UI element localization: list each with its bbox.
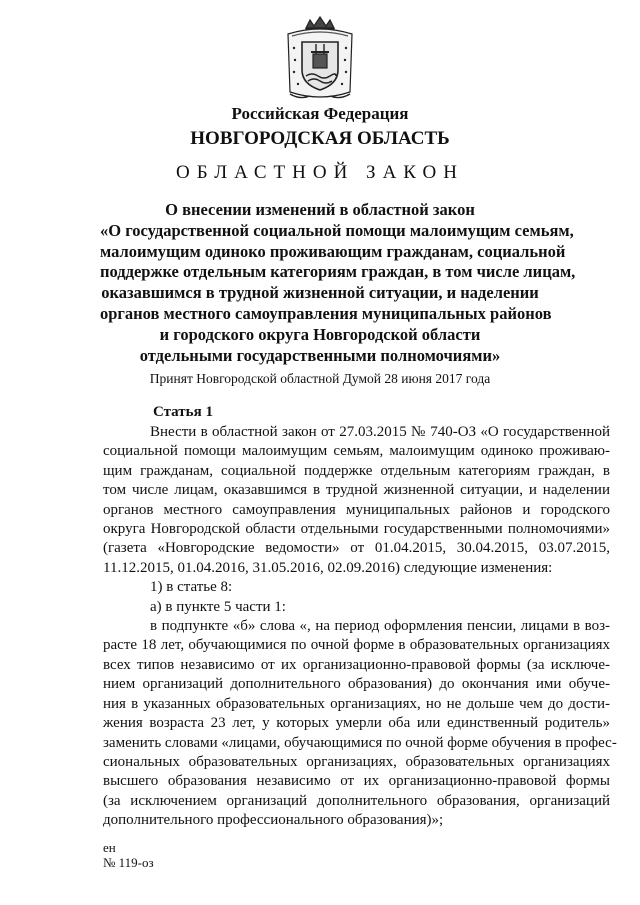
adoption-note: Принят Новгородской областной Думой 28 июня 2017 года (149, 371, 491, 386)
body-line: том числе лицам, оказавшимся в трудной жизненной ситуации, и наделении (103, 482, 610, 499)
initials: ен (103, 840, 116, 855)
body-line: заменить словами «лицами, обучающимися по очной форме обучения в профес- (103, 734, 617, 751)
title-line: поддержке отдельным категориям граждан, в том числе лицам, (100, 262, 576, 282)
document-code (103, 840, 154, 870)
body-line: всех типов независимо от их организационно-правовой формы (за исключе- (103, 656, 610, 673)
document-type-heading: ОБЛАСТНОЙ ЗАКОН (176, 162, 464, 183)
article-body (103, 423, 617, 831)
coat-of-arms-emblem (280, 14, 360, 102)
body-line: расте 18 лет, обучающимися по очной форме в образовательных организациях (103, 637, 610, 654)
title-line: О внесении изменений в областной закон (165, 200, 475, 219)
law-number: № 119-оз (103, 855, 154, 870)
body-line: дополнительного профессионального образования)»; (103, 812, 444, 829)
body-line: нием организаций дополнительного образования) до окончания ими обуче- (103, 676, 610, 693)
body-line: сиональных образовательных организациях, образовательных организациях (103, 753, 610, 770)
body-line: 11.12.2015, 01.04.2016, 31.05.2016, 02.09.2016) следующие изменения: (103, 559, 553, 576)
body-line: социальной помощи малоимущим семьям, малоимущим одиноко проживаю- (103, 443, 610, 460)
body-line: в подпункте «б» слова «, на период оформления пенсии, лицами в воз- (150, 618, 610, 635)
country-heading: Российская Федерация (231, 104, 409, 123)
body-line: а) в пункте 5 части 1: (150, 598, 286, 615)
law-title (100, 200, 576, 366)
title-line: оказавшимся в трудной жизненной ситуации, и наделении (101, 283, 539, 303)
body-line: высшего образования независимо от их организационно-правовой формы (103, 773, 610, 790)
body-line: щим гражданам, социальной поддержке отдельным категориям граждан, в (103, 462, 610, 479)
body-line: (за исключением организаций дополнительного образования, организаций (103, 792, 610, 809)
title-line: и городского округа Новгородской области (159, 324, 481, 344)
body-line: (газета «Новгородские ведомости» от 01.04.2015, 30.04.2015, 03.07.2015, (103, 540, 610, 557)
body-line: 1) в статье 8: (150, 579, 233, 596)
region-heading: НОВГОРОДСКАЯ ОБЛАСТЬ (190, 128, 450, 149)
body-line: ния в указанных образовательных организациях, но не дольше чем до дости- (103, 695, 610, 712)
body-line: жения возраста 23 лет, у которых умерли оба или единственный родитель» (103, 715, 610, 732)
title-line: малоимущим одиноко проживающим гражданам, социальной (100, 241, 566, 261)
body-line: Внести в областной закон от 27.03.2015 № 740-ОЗ «О государственной (150, 424, 610, 440)
title-line: отдельными государственными полномочиями» (139, 345, 501, 365)
body-line: округа Новгородской области отдельными государственными полномочиями» (103, 521, 610, 538)
title-line: органов местного самоуправления муниципальных районов (100, 303, 552, 323)
article-heading: Статья 1 (153, 404, 213, 420)
body-line: органов местного самоуправления муниципальных районов и городского (103, 501, 610, 518)
title-line: «О государственной социальной помощи малоимущим семьям, (100, 220, 574, 240)
